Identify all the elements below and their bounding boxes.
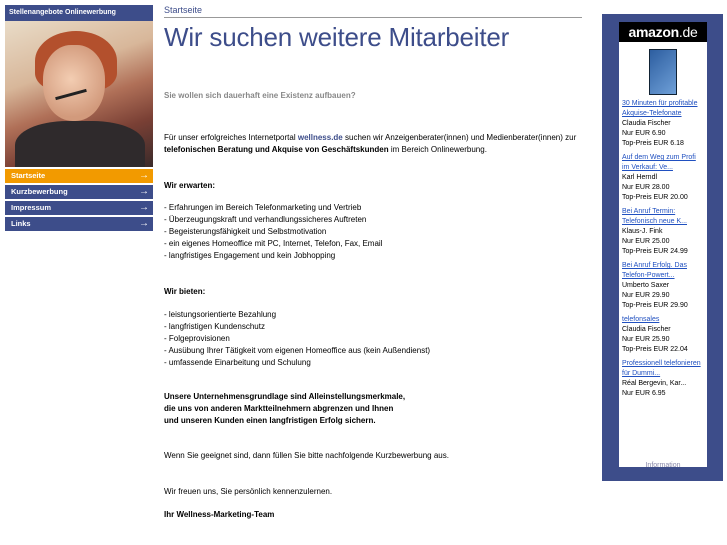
product-title-link[interactable]: Professionell telefonieren für Dummi... <box>622 360 701 377</box>
breadcrumb <box>164 5 582 18</box>
amazon-logo-suffix: .de <box>678 24 698 40</box>
product-price: Nur EUR 6.95 <box>622 390 666 397</box>
principle-line: und unseren Kunden einen langfristigen Erfolg sichern. <box>164 416 376 425</box>
product-item <box>622 153 703 203</box>
nav-item-label: Startseite <box>11 171 46 180</box>
amazon-widget <box>619 22 707 467</box>
list-item: - langfristigen Kundenschutz <box>164 322 265 331</box>
principle-paragraph <box>164 391 584 427</box>
intro-text: suchen wir Anzeigenberater(innen) und Medienberater(innen) zur <box>342 133 577 142</box>
principle-line: die uns von anderen Marktteilnehmern abgrenzen und Ihnen <box>164 404 394 413</box>
header-photo <box>5 21 153 167</box>
product-item <box>622 207 703 257</box>
list-item: - Ausübung Ihrer Tätigkeit vom eigenen Homeoffice aus (kein Außendienst) <box>164 346 431 355</box>
product-title-link[interactable]: Auf dem Weg zum Profi im Verkauf: Ve... <box>622 154 696 171</box>
list-item: - Überzeugungskraft und verhandlungssicheres Auftreten <box>164 215 367 224</box>
product-author: Claudia Fischer <box>622 326 671 333</box>
product-item <box>622 315 703 355</box>
product-price: Nur EUR 25.00 <box>622 238 670 245</box>
product-author: Umberto Saxer <box>622 282 670 289</box>
list-item: - Begeisterungsfähigkeit und Selbstmotivation <box>164 227 327 236</box>
sidebar-header: Stellenangebote Onlinewerbung <box>5 5 153 21</box>
intro-text: im Bereich Onlinewerbung. <box>388 145 487 154</box>
main-content <box>164 5 584 519</box>
nav-item-links[interactable] <box>5 217 153 231</box>
offer-list <box>164 309 584 369</box>
product-title-link[interactable]: 30 Minuten für profitable Akquise-Telefonate <box>622 100 698 117</box>
expect-list <box>164 202 584 262</box>
expect-heading: Wir erwarten: <box>164 181 216 190</box>
arrow-right-icon: → <box>139 202 149 213</box>
product-title-link[interactable]: Bei Anruf Termin: Telefonisch neue K... <box>622 208 687 225</box>
product-top-price: Top-Preis EUR 20.00 <box>622 194 688 201</box>
arrow-right-icon: → <box>139 170 149 181</box>
nav-item-label: Kurzbewerbung <box>11 187 68 196</box>
intro-paragraph <box>164 132 584 156</box>
left-sidebar <box>5 5 153 230</box>
product-price: Nur EUR 28.00 <box>622 184 670 191</box>
arrow-right-icon: → <box>139 186 149 197</box>
breadcrumb-link[interactable]: Startseite <box>164 5 203 15</box>
amazon-logo-text: amazon <box>628 24 679 40</box>
product-top-price: Top-Preis EUR 22.04 <box>622 346 688 353</box>
nav-item-impressum[interactable] <box>5 201 153 215</box>
list-item: - umfassende Einarbeitung und Schulung <box>164 358 311 367</box>
product-item <box>622 261 703 311</box>
product-author: Claudia Fischer <box>622 120 671 127</box>
nav-item-label: Links <box>11 219 31 228</box>
product-top-price: Top-Preis EUR 29.90 <box>622 302 688 309</box>
list-item: - langfristiges Engagement und kein Jobhopping <box>164 251 336 260</box>
product-top-price: Top-Preis EUR 24.99 <box>622 248 688 255</box>
list-item: - Erfahrungen im Bereich Telefonmarketing und Vertrieb <box>164 203 362 212</box>
product-price: Nur EUR 29.90 <box>622 292 670 299</box>
list-item: - leistungsorientierte Bezahlung <box>164 310 277 319</box>
arrow-right-icon: → <box>139 218 149 229</box>
greeting-text: Wir freuen uns, Sie persönlich kennenzulernen. <box>164 487 333 496</box>
product-title-link[interactable]: telefonsales <box>622 316 660 323</box>
intro-bold-text: telefonischen Beratung und Akquise von Geschäftskunden <box>164 145 389 154</box>
product-author: Klaus-J. Fink <box>622 228 663 235</box>
subheading-question: Sie wollen sich dauerhaft eine Existenz aufbauen? <box>164 91 356 100</box>
product-top-price: Top-Preis EUR 6.18 <box>622 140 684 147</box>
product-title-link[interactable]: Bei Anruf Erfolg. Das Telefon-Powert... <box>622 262 687 279</box>
offer-heading: Wir bieten: <box>164 287 206 296</box>
amazon-sidebar <box>602 14 723 481</box>
amazon-logo[interactable] <box>619 22 707 42</box>
product-price: Nur EUR 6.90 <box>622 130 666 137</box>
product-item <box>622 359 703 399</box>
nav-item-kurzbewerbung[interactable] <box>5 185 153 199</box>
product-author: Karl Herndl <box>622 174 658 181</box>
page-title: Wir suchen weitere Mitarbeiter <box>164 22 510 52</box>
apply-text: Wenn Sie geeignet sind, dann füllen Sie bitte nachfolgende Kurzbewerbung aus. <box>164 451 449 460</box>
principle-line: Unsere Unternehmensgrundlage sind Alleinstellungsmerkmale, <box>164 392 406 401</box>
intro-text: Für unser erfolgreiches Internetportal <box>164 133 298 142</box>
nav-item-startseite[interactable] <box>5 169 153 183</box>
book-cover-image[interactable] <box>649 49 677 95</box>
site-link[interactable]: wellness.de <box>297 133 343 142</box>
product-item <box>622 99 703 149</box>
list-item: - ein eigenes Homeoffice mit PC, Internet, Telefon, Fax, Email <box>164 239 383 248</box>
product-price: Nur EUR 25.90 <box>622 336 670 343</box>
nav-item-label: Impressum <box>11 203 52 212</box>
product-author: Réal Bergevin, Kar... <box>622 380 687 387</box>
list-item: - Folgeprovisionen <box>164 334 230 343</box>
signature-text: Ihr Wellness-Marketing-Team <box>164 510 275 519</box>
information-link[interactable]: Information <box>619 462 707 467</box>
